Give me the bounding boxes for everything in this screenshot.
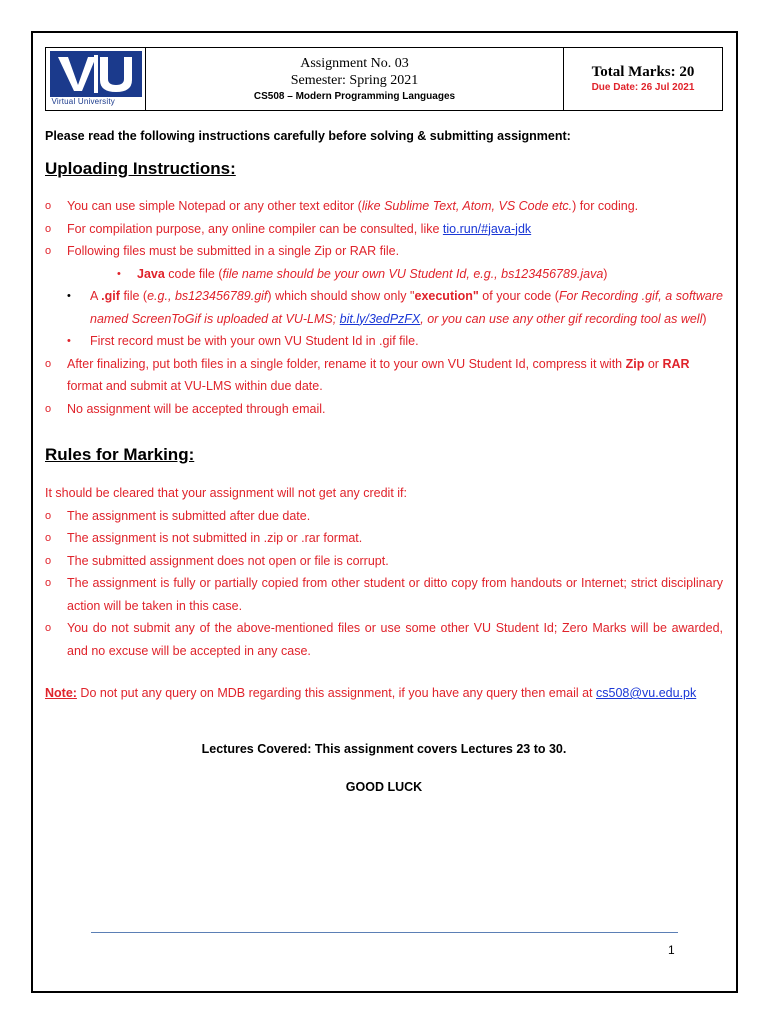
logo-caption: Virtual University (51, 97, 115, 106)
item-text-italic: , or you can use any other gif recording tool as well (420, 311, 703, 326)
note-label: Note: (45, 686, 77, 700)
item-text: code file ( (164, 266, 223, 281)
sub-list-item: • A .gif file (e.g., bs123456789.gif) which should show only "execution" of your code (For Recording .gif, a software named ScreenToGif is uploaded at VU-LMS; bit.ly/3edPzFX, or you can use any other gif recording tool as well) (67, 289, 723, 326)
item-text: A (90, 289, 102, 303)
item-text-italic: file name should be your own VU Student Id, e.g., bs123456789.java (222, 266, 604, 281)
list-item (45, 218, 723, 241)
marking-list (45, 505, 723, 663)
list-item: o The assignment is not submitted in .zip or .rar format. (45, 527, 723, 550)
item-text: file ( (119, 289, 148, 303)
lectures-covered: Lectures Covered: This assignment covers Lectures 23 to 30. (201, 741, 567, 756)
course-label: CS508 – Modern Programming Languages (253, 90, 456, 102)
footer-divider (91, 932, 678, 933)
item-text-italic: e.g., bs123456789.gif (147, 289, 268, 303)
item-text: format and submit at VU-LMS within due date. (67, 379, 323, 393)
item-text-italic: like Sublime Text, Atom, VS Code etc. (361, 199, 573, 213)
list-item (45, 195, 723, 218)
marks-cell (564, 48, 722, 110)
semester-label: Semester: Spring 2021 (290, 72, 419, 88)
item-text-bold: RAR (662, 356, 690, 371)
item-text: First record must be with your own VU Student Id in .gif file. (90, 334, 419, 348)
vu-logo (50, 51, 142, 107)
list-item: o The assignment is fully or partially copied from other student or ditto copy from handouts or Internet; strict disciplinary action will be taken in this case. (45, 572, 723, 617)
item-text-bold: execution" (414, 289, 479, 303)
list-item: o You do not submit any of the above-mentioned files or use some other VU Student Id; Zero Marks will be awarded, and no excuse will be accepted in any case. (45, 617, 723, 662)
screentogif-link[interactable]: bit.ly/3edPzFX (339, 311, 421, 326)
note-paragraph (45, 682, 723, 705)
item-text: For compilation purpose, any online compiler can be consulted, like (67, 221, 443, 236)
item-text: You can use simple Notepad or any other text editor ( (67, 199, 362, 213)
uploading-list (45, 195, 723, 263)
assignment-title: Assignment No. 03 (300, 55, 409, 71)
item-text: ) (603, 266, 608, 281)
list-item: o The assignment is submitted after due date. (45, 505, 723, 528)
document-body (45, 128, 723, 795)
intro-text: Please read the following instructions carefully before solving & submitting assignment: (45, 129, 571, 143)
sub-list-item: • Java code file (file name should be your own VU Student Id, e.g., bs123456789.java) (117, 266, 608, 281)
item-text-bold: Java (137, 266, 165, 281)
item-text: ) which should show only " (267, 289, 415, 303)
uploading-list-cont (45, 353, 723, 421)
sub-list-item: • First record must be with your own VU Student Id in .gif file. (67, 334, 419, 348)
item-text: or (644, 356, 663, 371)
uploading-heading: Uploading Instructions: (45, 159, 236, 178)
vu-logo-mark (50, 51, 142, 97)
item-text-italic: For Recording .gif, a software named ScreenToGif is uploaded at VU-LMS; (90, 289, 723, 326)
item-text: After finalizing, put both files in a single folder, rename it to your own VU Student Id, compress it with (67, 356, 626, 371)
due-date: Due Date: 26 Jul 2021 (591, 82, 695, 93)
item-text: ) for coding. (572, 199, 639, 213)
logo-cell (46, 48, 146, 110)
item-text-bold: Zip (625, 356, 645, 371)
item-text: ) (702, 311, 707, 326)
list-item (45, 240, 723, 263)
list-item: o The submitted assignment does not open or file is corrupt. (45, 550, 723, 573)
marking-lead: It should be cleared that your assignment will not get any credit if: (45, 486, 407, 500)
email-link[interactable]: cs508@vu.edu.pk (596, 686, 697, 700)
good-luck: GOOD LUCK (345, 779, 423, 794)
note-text: Do not put any query on MDB regarding this assignment, if you have any query then email at (76, 686, 596, 700)
list-item (45, 398, 723, 421)
item-text: of your code ( (478, 289, 559, 303)
total-marks: Total Marks: 20 (591, 64, 695, 80)
item-text: Following files must be submitted in a single Zip or RAR file. (67, 244, 400, 258)
title-cell (146, 48, 564, 110)
marking-heading: Rules for Marking: (45, 445, 195, 464)
item-text-bold: .gif (101, 289, 120, 303)
page-number: 1 (668, 943, 675, 957)
assignment-header (45, 47, 723, 111)
tio-run-link[interactable]: tio.run/#java-jdk (442, 221, 532, 236)
list-item (45, 353, 723, 398)
item-text: No assignment will be accepted through email. (67, 401, 326, 416)
